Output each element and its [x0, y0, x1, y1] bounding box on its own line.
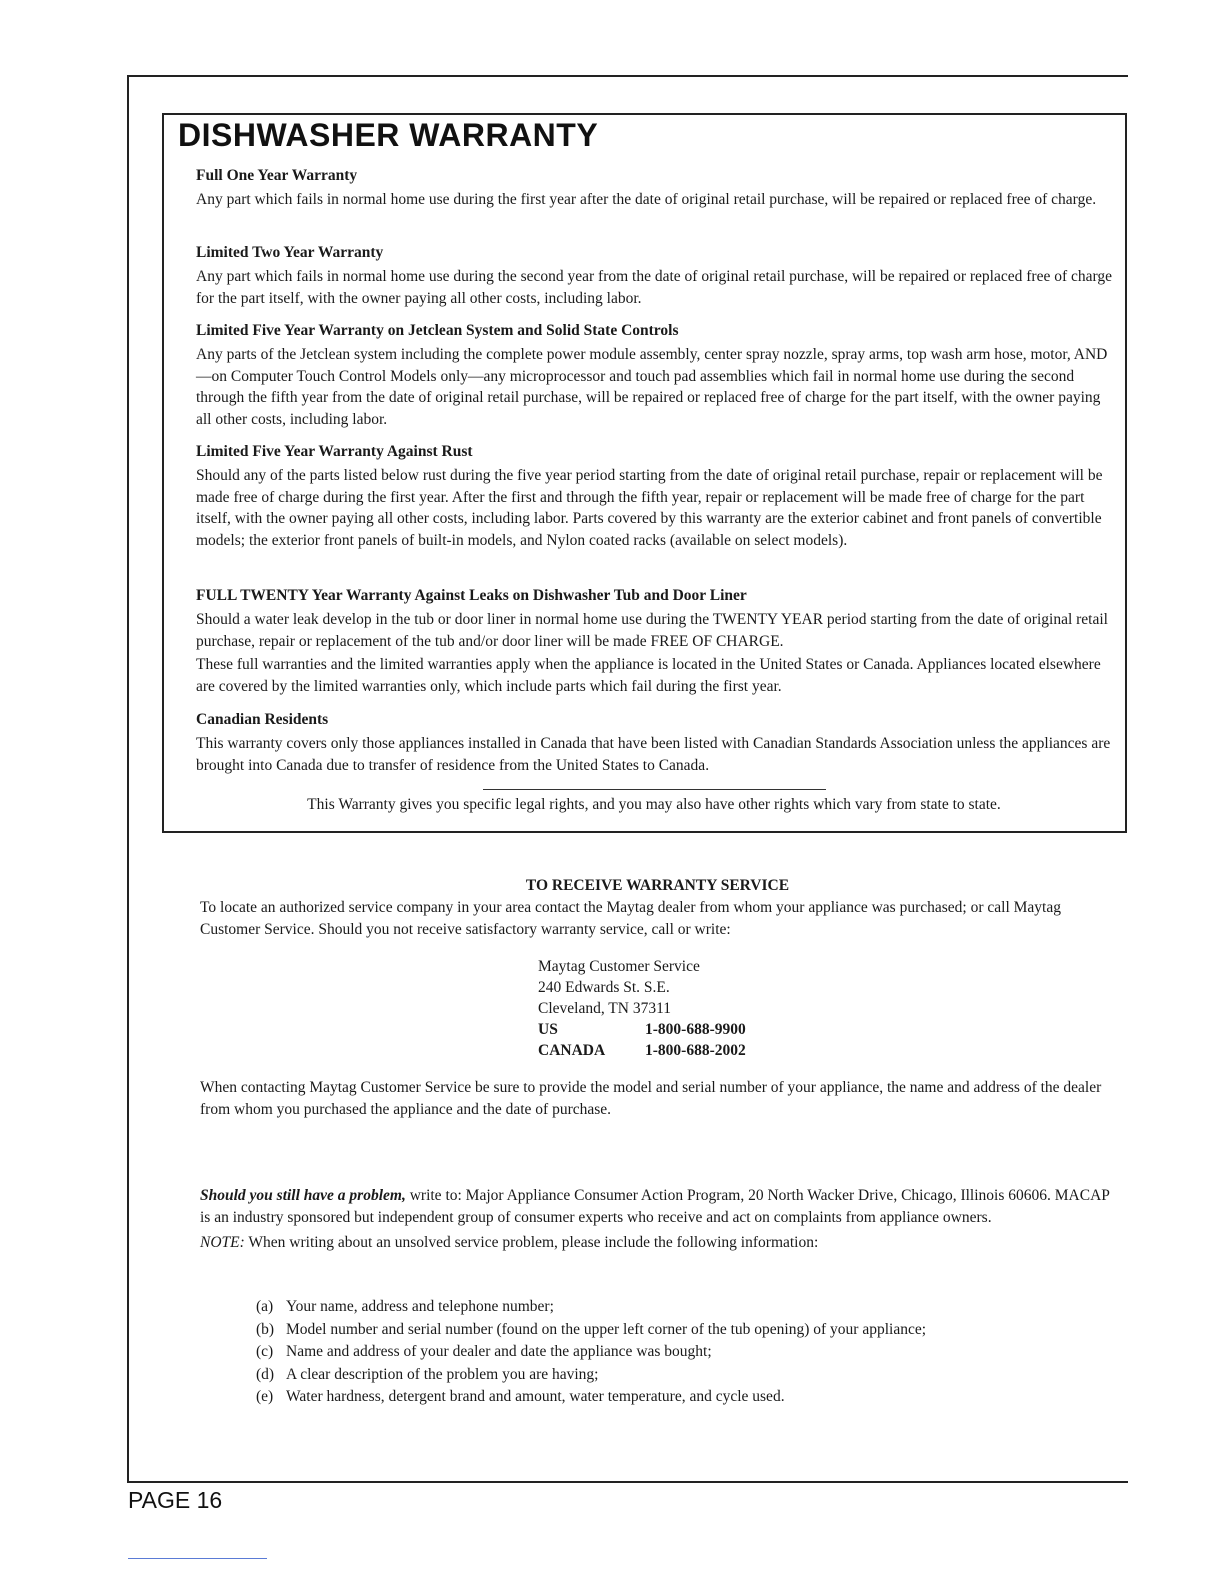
- warranty-section: [196, 242, 1112, 309]
- phone-number: 1-800-688-2002: [645, 1042, 746, 1059]
- phone-row: [538, 1040, 746, 1061]
- problem-paragraph: [200, 1185, 1115, 1229]
- section-body: Should a water leak develop in the tub or door liner in normal home use during the TWENTY YEAR period starting from the date of original retail purchase, repair or replacement of the tub and/or door liner will be made FREE OF CHARGE.: [196, 610, 1108, 650]
- section-heading: FULL TWENTY Year Warranty Against Leaks on Dishwasher Tub and Door Liner: [196, 587, 747, 604]
- list-index: (a): [256, 1298, 274, 1315]
- section-body: Any parts of the Jetclean system including the complete power module assembly, center spray nozzle, spray arms, top wash arm hose, motor, AND—on Computer Touch Control Models only—any microprocessor and touch pad assemblies which fail in normal home use during the second through the fifth year from the date of original retail purchase, will be repaired or replaced free of charge for the part itself, with the owner paying all other costs, including labor.: [196, 345, 1108, 429]
- warranty-title: DISHWASHER WARRANTY: [178, 117, 599, 153]
- list-index: (e): [256, 1388, 274, 1405]
- phone-label: CANADA: [538, 1042, 606, 1059]
- phone-number: 1-800-688-9900: [645, 1021, 746, 1038]
- contact-note: [200, 1077, 1115, 1121]
- section-body: Should any of the parts listed below rust during the five year period starting from the date of original retail purchase, repair or replacement will be made free of charge during the first year. After the first and through the fifth year, repair or replacement will be made free of charge for the part itself, with the owner paying all other costs, including labor. Parts covered by this warranty are the exterior cabinet and front panels of convertible models; the exterior front panels of built-in models, and Nylon coated racks (available on select models).: [196, 466, 1103, 550]
- warranty-section: [196, 441, 1112, 552]
- section-heading: Full One Year Warranty: [196, 167, 358, 184]
- service-intro: To locate an authorized service company in your area contact the Maytag dealer from whom your appliance was purchased; or call Maytag Customer Service. Should you not receive satisfactory warranty service, call or write:: [200, 898, 1061, 938]
- list-text: A clear description of the problem you are having;: [286, 1365, 599, 1383]
- section-extra: These full warranties and the limited warranties apply when the appliance is located in the United States or Canada. Appliances located elsewhere are covered by the limited warranties only, which include parts which fail during the first year.: [196, 656, 1101, 696]
- phone-row: [538, 1019, 746, 1040]
- legal-rights-note: This Warranty gives you specific legal rights, and you may also have other rights which vary from state to state.: [307, 796, 1001, 813]
- warranty-section: [196, 709, 1112, 776]
- service-section: [200, 875, 1115, 940]
- page-number: PAGE 16: [128, 1487, 223, 1513]
- address-line: Maytag Customer Service: [538, 958, 700, 975]
- problem-text: write to: Major Appliance Consumer Action Program, 20 North Wacker Drive, Chicago, Illinois 60606. MACAP is an industry sponsored but independent group of consumer experts who receive and act on complaints from appliance owners.: [200, 1187, 1110, 1226]
- problem-lead: Should you still have a problem,: [200, 1187, 406, 1204]
- address-line: 240 Edwards St. S.E.: [538, 979, 670, 996]
- address-line: Cleveland, TN 37311: [538, 1000, 672, 1017]
- section-body: Any part which fails in normal home use during the second year from the date of original retail purchase, will be repaired or replaced free of charge for the part itself, with the owner paying all other costs, including labor.: [196, 267, 1113, 307]
- list-text: Your name, address and telephone number;: [286, 1298, 554, 1315]
- warranty-section: [196, 320, 1112, 431]
- list-item: [256, 1296, 926, 1319]
- list-item: [256, 1341, 926, 1364]
- note-text: When writing about an unsolved service problem, please include the following information:: [244, 1233, 819, 1251]
- list-index: (c): [256, 1343, 274, 1360]
- note-label: NOTE:: [200, 1233, 245, 1251]
- service-address: [538, 956, 746, 1061]
- section-heading: Canadian Residents: [196, 711, 329, 728]
- warranty-section: [196, 165, 1112, 211]
- note-paragraph: [200, 1232, 1115, 1254]
- section-heading: Limited Two Year Warranty: [196, 244, 384, 261]
- list-text: Water hardness, detergent brand and amount, water temperature, and cycle used.: [286, 1388, 785, 1405]
- warranty-section: [196, 585, 1112, 698]
- problem-section: [200, 1185, 1115, 1253]
- divider: [483, 789, 826, 790]
- bottom-rule: [128, 1558, 267, 1559]
- section-heading: Limited Five Year Warranty on Jetclean System and Solid State Controls: [196, 322, 679, 339]
- list-index: (d): [256, 1365, 275, 1383]
- list-text: Model number and serial number (found on the upper left corner of the tub opening) of your appliance;: [286, 1320, 927, 1338]
- service-heading: TO RECEIVE WARRANTY SERVICE: [525, 877, 790, 894]
- list-item: [256, 1386, 926, 1409]
- phone-label: US: [538, 1021, 558, 1038]
- info-list: [256, 1296, 926, 1409]
- list-index: (b): [256, 1320, 275, 1338]
- list-item: [256, 1319, 926, 1342]
- list-item: [256, 1364, 926, 1387]
- contact-note-text: When contacting Maytag Customer Service be sure to provide the model and serial number of your appliance, the name and address of the dealer from whom you purchased the appliance and the date of purchase.: [200, 1079, 1102, 1118]
- section-heading: Limited Five Year Warranty Against Rust: [196, 443, 473, 460]
- section-body: Any part which fails in normal home use during the first year after the date of original retail purchase, will be repaired or replaced free of charge.: [196, 190, 1097, 208]
- section-body: This warranty covers only those appliances installed in Canada that have been listed with Canadian Standards Association unless the appliances are brought into Canada due to transfer of residence from the United States to Canada.: [196, 734, 1111, 774]
- list-text: Name and address of your dealer and date the appliance was bought;: [286, 1343, 712, 1360]
